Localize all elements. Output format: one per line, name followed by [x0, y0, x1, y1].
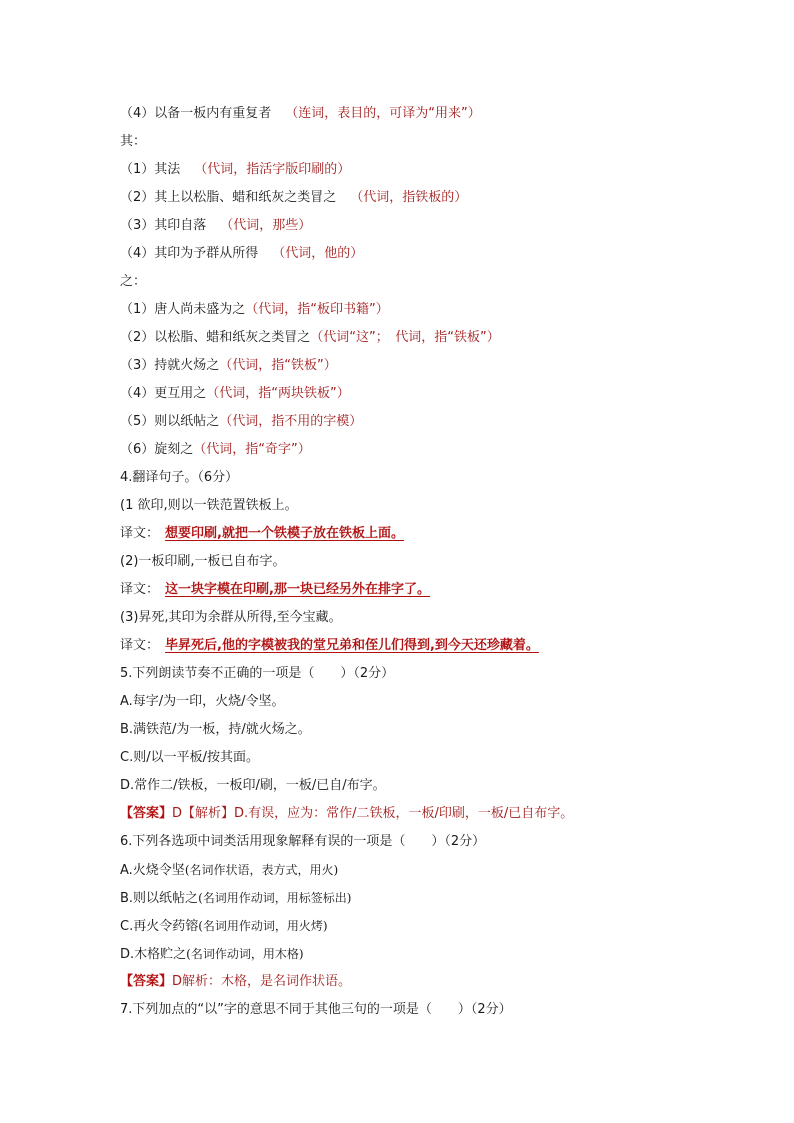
item-note: （代词，他的）: [272, 246, 364, 261]
q5-option-b: B.满铁范/为一板，持/就火炀之。: [120, 722, 311, 737]
item-text: （4）更互用之: [120, 386, 207, 401]
q4-translation-2: [120, 576, 740, 604]
translation-answer: 想要印刷,就把一个铁模子放在铁板上面。: [165, 526, 404, 541]
q5-option-d: D.常作二/铁板，一板印/刷，一板/已自/布字。: [120, 778, 386, 793]
item-note: （代词，指“两块铁板”）: [206, 386, 350, 401]
item-note: （代词，那些）: [220, 218, 312, 233]
zhi-item-6: [120, 436, 740, 464]
q4-title: 4.翻译句子。（6分）: [120, 470, 239, 485]
item-note: （代词，指“铁板”）: [219, 358, 337, 373]
q5-option-c: C.则/以一平板/按其面。: [120, 750, 259, 765]
zhi-item-5: [120, 408, 740, 436]
zhi-prev-item-4: [120, 100, 740, 128]
option-note: (名词作动词，用木格): [186, 947, 304, 961]
q4-translation-3: [120, 632, 740, 660]
q6-option-a: [120, 856, 740, 884]
item-note: （代词“这”； 代词，指“铁板”）: [310, 330, 500, 345]
item-note: （代词，指铁板的）: [350, 190, 468, 205]
item-text: （2）其上以松脂、蜡和纸灰之类冒之: [120, 190, 337, 205]
option-note: (名词作状语，表方式，用火): [184, 863, 339, 877]
q7-title: 7.下列加点的“以”字的意思不同于其他三句的一项是（ ）（2分）: [120, 1002, 512, 1017]
q4-sentence-1: (1 欲印,则以一铁范置铁板上。: [120, 498, 298, 513]
option-note: (名词用作动词，用标签标出): [198, 891, 352, 905]
answer-body: D【解析】D.有误，应为：常作/二铁板，一板/印刷，一板/已自布字。: [172, 806, 574, 821]
translation-label: 译文：: [120, 638, 160, 653]
q6-option-d: [120, 940, 740, 968]
item-text: （2）以松脂、蜡和纸灰之类冒之: [120, 330, 311, 345]
answer-body: D解析：木格，是名词作状语。: [172, 974, 352, 989]
item-text: （4）以备一板内有重复者: [120, 106, 272, 121]
q5-title: 5.下列朗读节奏不正确的一项是（ ）（2分）: [120, 666, 395, 681]
translation-answer: 这一块字模在印刷,那一块已经另外在排字了。: [165, 582, 430, 597]
item-note: （代词，指活字版印刷的）: [194, 162, 351, 177]
translation-label: 译文：: [120, 526, 160, 541]
q4-sentence-2: (2)一板印刷,一板已自布字。: [120, 554, 286, 569]
item-note: （连词，表目的，可译为“用来”）: [285, 106, 481, 121]
zhi-item-1: [120, 296, 740, 324]
option-text: B.则以纸帖之: [120, 891, 199, 906]
document-content: [120, 100, 740, 1024]
zhi-item-3: [120, 352, 740, 380]
qi-item-3: [120, 212, 740, 240]
item-note: （代词，指不用的字模）: [219, 414, 363, 429]
q6-option-b: [120, 884, 740, 912]
q6-answer: [120, 968, 740, 996]
qi-heading: 其：: [120, 134, 147, 149]
zhi-item-2: [120, 324, 740, 352]
item-text: （5）则以纸帖之: [120, 414, 220, 429]
q6-option-c: [120, 912, 740, 940]
item-note: （代词，指“奇字”）: [193, 442, 311, 457]
q4-translation-1: [120, 520, 740, 548]
translation-label: 译文：: [120, 582, 160, 597]
zhi-item-4: [120, 380, 740, 408]
qi-item-2: [120, 184, 740, 212]
item-text: （3）其印自落: [120, 218, 207, 233]
item-text: （6）旋刻之: [120, 442, 194, 457]
q4-sentence-3: (3)昇死,其印为余群从所得,至今宝藏。: [120, 610, 342, 625]
qi-item-1: [120, 156, 740, 184]
qi-item-4: [120, 240, 740, 268]
translation-answer: 毕昇死后,他的字模被我的堂兄弟和侄儿们得到,到今天还珍藏着。: [165, 638, 539, 653]
q5-answer: [120, 800, 740, 828]
option-note: (名词用作动词，用火烤): [198, 919, 328, 933]
item-note: （代词，指“板印书籍”）: [245, 302, 389, 317]
option-text: A.火烧令坚: [120, 863, 185, 878]
item-text: （1）其法: [120, 162, 181, 177]
q5-option-a: A.每字/为一印，火烧/令坚。: [120, 694, 285, 709]
zhi-heading: 之：: [120, 274, 147, 289]
answer-tag: 【答案】: [120, 974, 173, 989]
item-text: （3）持就火炀之: [120, 358, 220, 373]
item-text: （4）其印为予群从所得: [120, 246, 259, 261]
option-text: D.木格贮之: [120, 947, 187, 962]
option-text: C.再火令药镕: [120, 919, 199, 934]
q6-title: 6.下列各选项中词类活用现象解释有误的一项是（ ）（2分）: [120, 834, 486, 849]
answer-tag: 【答案】: [120, 806, 173, 821]
item-text: （1）唐人尚未盛为之: [120, 302, 246, 317]
